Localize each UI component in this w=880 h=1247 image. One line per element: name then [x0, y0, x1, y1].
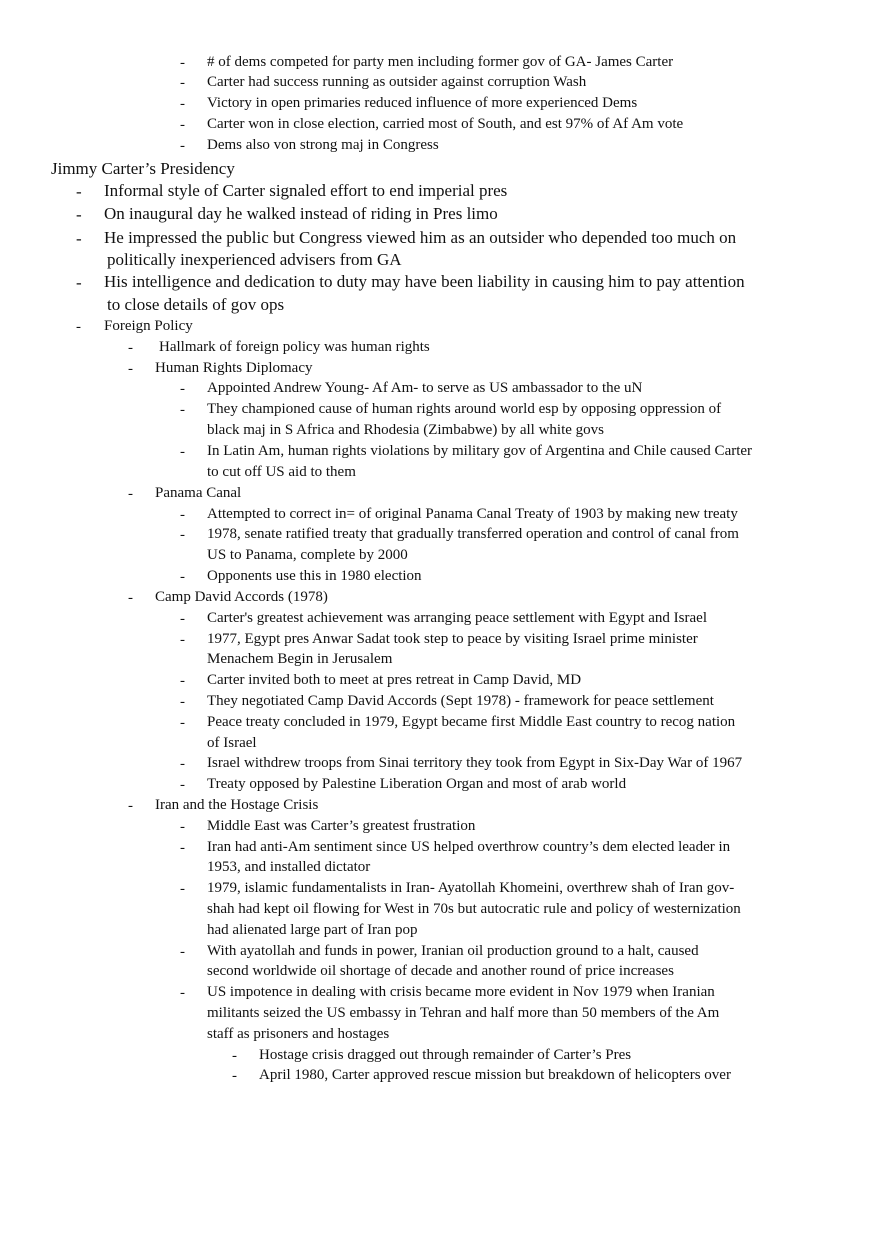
list-item: April 1980, Carter approved rescue mission but breakdown of helicopters over — [259, 1067, 731, 1083]
list-item: 1977, Egypt pres Anwar Sadat took step to peace by visiting Israel prime minister — [207, 631, 698, 647]
list-item: Opponents use this in 1980 election — [207, 568, 422, 584]
bullet-dash: - — [180, 985, 185, 1001]
bullet-dash: - — [180, 819, 185, 835]
list-item-continuation: second worldwide oil shortage of decade and another round of price increases — [207, 963, 674, 979]
list-item: Hallmark of foreign policy was human rights — [159, 339, 430, 355]
bullet-dash: - — [180, 569, 185, 585]
list-item: # of dems competed for party men including former gov of GA- James Carter — [207, 54, 674, 70]
bullet-dash: - — [232, 1068, 237, 1084]
list-item-continuation: shah had kept oil flowing for West in 70s but autocratic rule and policy of westernization — [207, 901, 741, 917]
list-item: Appointed Andrew Young- Af Am- to serve as US ambassador to the uN — [207, 380, 643, 396]
bullet-dash: - — [180, 444, 185, 460]
list-item: Peace treaty concluded in 1979, Egypt became first Middle East country to recog nation — [207, 714, 736, 730]
topic-heading: Panama Canal — [155, 485, 242, 501]
bullet-dash: - — [128, 798, 133, 814]
list-item-continuation: 1953, and installed dictator — [207, 859, 371, 875]
list-item: In Latin Am, human rights violations by military gov of Argentina and Chile caused Carter — [207, 443, 753, 459]
bullet-dash: - — [180, 55, 185, 71]
list-item: Carter won in close election, carried most of South, and est 97% of Af Am vote — [207, 116, 684, 132]
topic-heading: Iran and the Hostage Crisis — [155, 797, 319, 813]
list-item: Attempted to correct in= of original Panama Canal Treaty of 1903 by making new treaty — [207, 506, 738, 522]
bullet-dash: - — [180, 138, 185, 154]
bullet-dash: - — [180, 402, 185, 418]
list-item-continuation: of Israel — [207, 735, 257, 751]
bullet-dash: - — [128, 486, 133, 502]
list-item: US impotence in dealing with crisis became more evident in Nov 1979 when Iranian — [207, 984, 715, 1000]
list-item: On inaugural day he walked instead of riding in Pres limo — [104, 204, 498, 223]
bullet-dash: - — [180, 777, 185, 793]
bullet-dash: - — [180, 117, 185, 133]
bullet-dash: - — [180, 756, 185, 772]
list-item: Carter invited both to meet at pres retreat in Camp David, MD — [207, 672, 582, 688]
bullet-dash: - — [128, 340, 133, 356]
bullet-dash: - — [76, 319, 81, 335]
list-item: They championed cause of human rights around world esp by opposing oppression of — [207, 401, 722, 417]
list-item: Victory in open primaries reduced influence of more experienced Dems — [207, 95, 638, 111]
bullet-dash: - — [76, 229, 82, 248]
bullet-dash: - — [180, 381, 185, 397]
bullet-dash: - — [180, 694, 185, 710]
list-item: Informal style of Carter signaled effort to end imperial pres — [104, 181, 508, 200]
bullet-dash: - — [76, 205, 82, 224]
topic-heading: Camp David Accords (1978) — [155, 589, 328, 605]
list-item-continuation: militants seized the US embassy in Tehran and half more than 50 members of the Am — [207, 1005, 720, 1021]
bullet-dash: - — [180, 881, 185, 897]
bullet-dash: - — [76, 273, 82, 292]
bullet-dash: - — [180, 96, 185, 112]
list-item-continuation: to close details of gov ops — [107, 295, 285, 314]
bullet-dash: - — [180, 527, 185, 543]
list-item: Dems also von strong maj in Congress — [207, 137, 439, 153]
section-heading: Jimmy Carter’s Presidency — [51, 159, 235, 178]
list-item: Hostage crisis dragged out through remainder of Carter’s Pres — [259, 1047, 632, 1063]
bullet-dash: - — [180, 715, 185, 731]
list-item: They negotiated Camp David Accords (Sept 1978) - framework for peace settlement — [207, 693, 714, 709]
bullet-dash: - — [180, 611, 185, 627]
list-item: 1978, senate ratified treaty that gradually transferred operation and control of canal from — [207, 526, 739, 542]
list-item: Israel withdrew troops from Sinai territory they took from Egypt in Six-Day War of 1967 — [207, 755, 743, 771]
bullet-dash: - — [232, 1048, 237, 1064]
list-item-continuation: Menachem Begin in Jerusalem — [207, 651, 393, 667]
subsection-heading: Foreign Policy — [104, 318, 193, 334]
list-item-continuation: US to Panama, complete by 2000 — [207, 547, 408, 563]
bullet-dash: - — [128, 590, 133, 606]
list-item: 1979, islamic fundamentalists in Iran- Ayatollah Khomeini, overthrew shah of Iran gov- — [207, 880, 735, 896]
bullet-dash: - — [180, 673, 185, 689]
bullet-dash: - — [180, 75, 185, 91]
list-item: Iran had anti-Am sentiment since US helped overthrow country’s dem elected leader in — [207, 839, 731, 855]
list-item: Carter's greatest achievement was arranging peace settlement with Egypt and Israel — [207, 610, 707, 626]
bullet-dash: - — [128, 361, 133, 377]
bullet-dash: - — [180, 632, 185, 648]
bullet-dash: - — [180, 507, 185, 523]
bullet-dash: - — [76, 182, 82, 201]
list-item: His intelligence and dedication to duty may have been liability in causing him to pay attention — [104, 272, 745, 291]
bullet-dash: - — [180, 944, 185, 960]
list-item-continuation: to cut off US aid to them — [207, 464, 356, 480]
list-item: With ayatollah and funds in power, Iranian oil production ground to a halt, caused — [207, 943, 699, 959]
list-item-continuation: black maj in S Africa and Rhodesia (Zimbabwe) by all white govs — [207, 422, 604, 438]
list-item: Carter had success running as outsider against corruption Wash — [207, 74, 587, 90]
list-item: Middle East was Carter’s greatest frustration — [207, 818, 476, 834]
list-item-continuation: politically inexperienced advisers from GA — [107, 250, 402, 269]
list-item-continuation: staff as prisoners and hostages — [207, 1026, 390, 1042]
list-item: He impressed the public but Congress viewed him as an outsider who depended too much on — [104, 228, 737, 247]
topic-heading: Human Rights Diplomacy — [155, 360, 313, 376]
list-item-continuation: had alienated large part of Iran pop — [207, 922, 418, 938]
bullet-dash: - — [180, 840, 185, 856]
list-item: Treaty opposed by Palestine Liberation Organ and most of arab world — [207, 776, 627, 792]
